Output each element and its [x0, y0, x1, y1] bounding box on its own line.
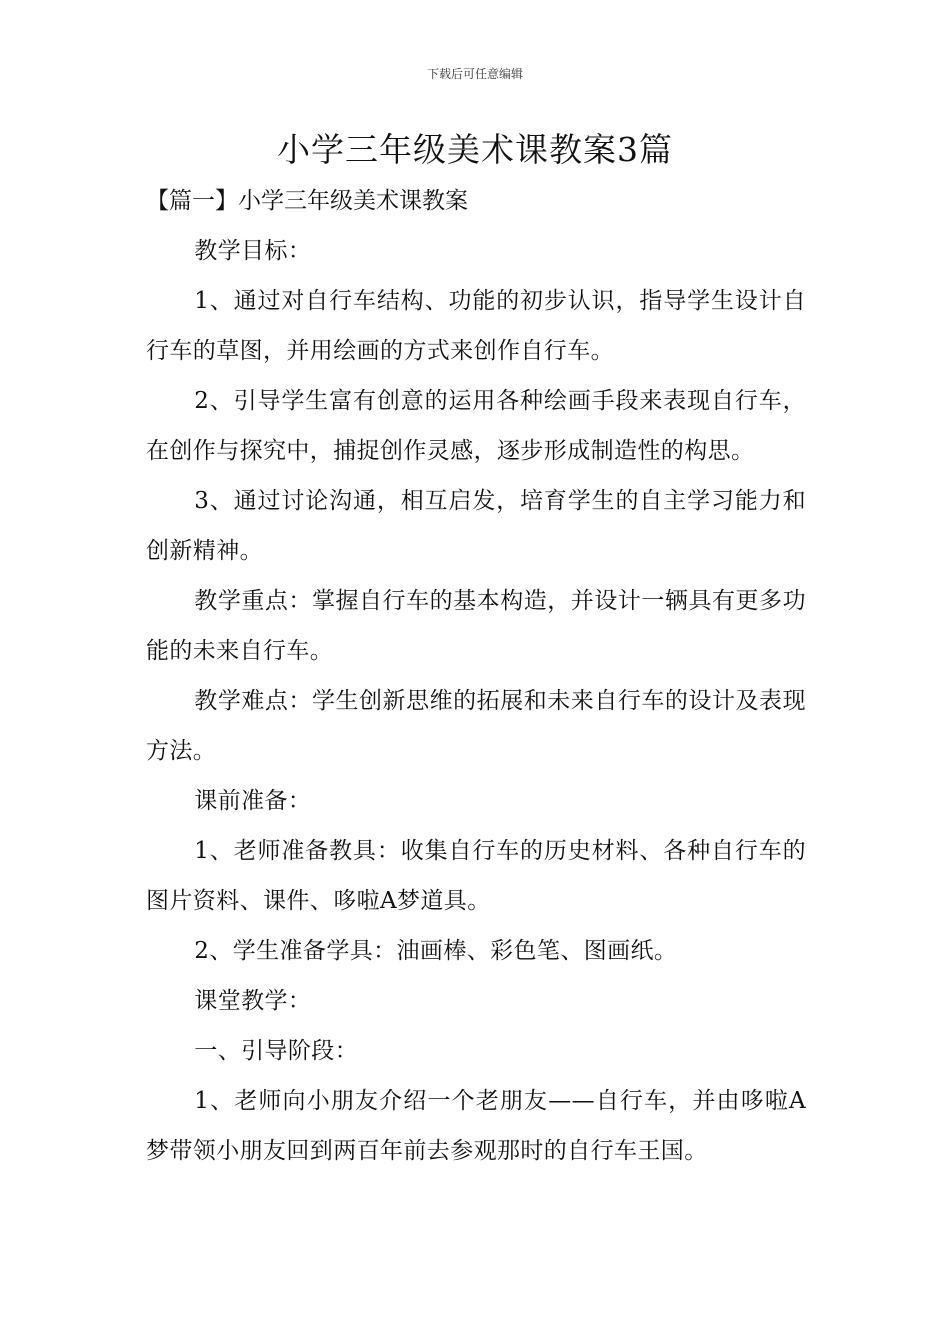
heading-classroom-teaching: 课堂教学：: [194, 988, 312, 1014]
document-title: 小学三年级美术课教案3篇: [277, 130, 673, 169]
heading-preparation: 课前准备：: [194, 788, 312, 814]
page-header-note: 下载后可任意编辑: [426, 67, 523, 81]
teaching-difficulty: 教学难点：学生创新思维的拓展和未来自行车的设计及表现方法。: [146, 688, 806, 764]
teaching-key-point: 教学重点：掌握自行车的基本构造，并设计一辆具有更多功能的未来自行车。: [146, 588, 806, 664]
goal-item-2: 2、引导学生富有创意的运用各种绘画手段来表现自行车，在创作与探究中，捕捉创作灵感，逐步形成制造性的构思。: [146, 388, 806, 464]
goal-item-1: 1、通过对自行车结构、功能的初步认识，指导学生设计自行车的草图，并用绘画的方式来创作自行车。: [146, 288, 806, 364]
preparation-item-1: 1、老师准备教具：收集自行车的历史材料、各种自行车的图片资料、课件、哆啦A梦道具。: [146, 838, 806, 914]
section-heading: 【篇一】小学三年级美术课教案: [146, 188, 468, 214]
heading-teaching-goals: 教学目标：: [194, 238, 312, 264]
goal-item-3: 3、通过讨论沟通，相互启发，培育学生的自主学习能力和创新精神。: [146, 488, 806, 564]
preparation-item-2: 2、学生准备学具：油画棒、彩色笔、图画纸。: [194, 938, 678, 964]
document-body: [146, 176, 806, 1176]
stage-one-item-1: 1、老师向小朋友介绍一个老朋友——自行车，并由哆啦A梦带领小朋友回到两百年前去参观那时的自行车王国。: [146, 1088, 806, 1164]
heading-stage-one: 一、引导阶段：: [194, 1038, 359, 1064]
